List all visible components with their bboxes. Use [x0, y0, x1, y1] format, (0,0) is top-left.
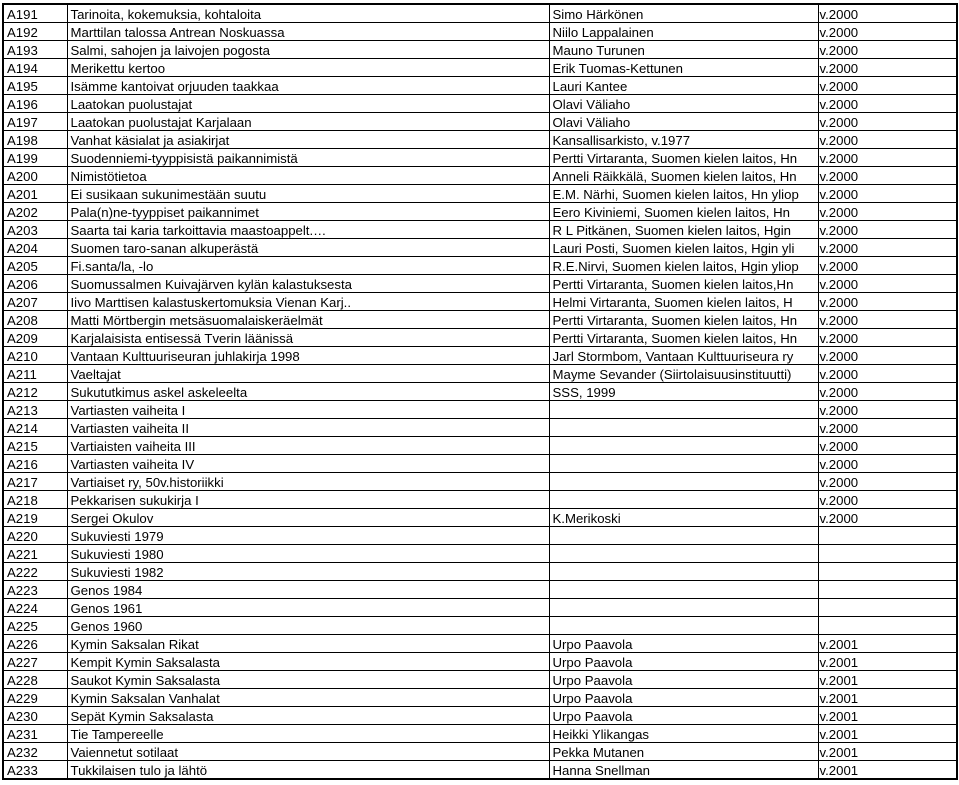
item-author-cell: Pekka Mutanen	[549, 743, 818, 761]
item-title-cell: Pala(n)ne-tyyppiset paikannimet	[67, 203, 549, 221]
item-code-cell: A217	[3, 473, 67, 491]
table-row	[3, 653, 957, 671]
item-year-cell: v.2000	[818, 23, 957, 41]
item-author-cell: R.E.Nirvi, Suomen kielen laitos, Hgin yliop	[549, 257, 818, 275]
item-code-cell: A210	[3, 347, 67, 365]
item-code-cell: A220	[3, 527, 67, 545]
table-row	[3, 761, 957, 780]
item-author-cell: Urpo Paavola	[549, 707, 818, 725]
item-code-cell: A202	[3, 203, 67, 221]
item-year-cell: v.2000	[818, 95, 957, 113]
item-author-cell: Lauri Posti, Suomen kielen laitos, Hgin yli	[549, 239, 818, 257]
item-title-cell: Laatokan puolustajat Karjalaan	[67, 113, 549, 131]
item-code-cell: A215	[3, 437, 67, 455]
item-code-cell: A203	[3, 221, 67, 239]
item-code-cell: A194	[3, 59, 67, 77]
item-code-cell: A221	[3, 545, 67, 563]
item-author-cell	[549, 455, 818, 473]
item-year-cell: v.2001	[818, 707, 957, 725]
item-title-cell: Sepät Kymin Saksalasta	[67, 707, 549, 725]
item-title-cell: Suomen taro-sanan alkuperästä	[67, 239, 549, 257]
item-code-cell: A206	[3, 275, 67, 293]
item-year-cell: v.2000	[818, 293, 957, 311]
item-author-cell	[549, 617, 818, 635]
table-row	[3, 4, 957, 23]
item-code-cell: A193	[3, 41, 67, 59]
item-title-cell: Tarinoita, kokemuksia, kohtaloita	[67, 4, 549, 23]
item-year-cell: v.2000	[818, 77, 957, 95]
item-code-cell: A197	[3, 113, 67, 131]
item-year-cell	[818, 527, 957, 545]
item-author-cell: Niilo Lappalainen	[549, 23, 818, 41]
item-code-cell: A226	[3, 635, 67, 653]
table-row	[3, 473, 957, 491]
item-year-cell: v.2000	[818, 347, 957, 365]
item-author-cell: Helmi Virtaranta, Suomen kielen laitos, H	[549, 293, 818, 311]
item-code-cell: A208	[3, 311, 67, 329]
item-code-cell: A198	[3, 131, 67, 149]
item-year-cell: v.2000	[818, 4, 957, 23]
table-row	[3, 113, 957, 131]
item-title-cell: Vartiaisten vaiheita III	[67, 437, 549, 455]
item-title-cell: Karjalaisista entisessä Tverin läänissä	[67, 329, 549, 347]
item-title-cell: Laatokan puolustajat	[67, 95, 549, 113]
item-author-cell	[549, 401, 818, 419]
item-author-cell: Olavi Väliaho	[549, 95, 818, 113]
item-code-cell: A224	[3, 599, 67, 617]
item-title-cell: Kymin Saksalan Vanhalat	[67, 689, 549, 707]
item-year-cell: v.2000	[818, 275, 957, 293]
item-code-cell: A222	[3, 563, 67, 581]
table-row	[3, 77, 957, 95]
table-row	[3, 347, 957, 365]
item-year-cell: v.2000	[818, 221, 957, 239]
item-title-cell: Sergei Okulov	[67, 509, 549, 527]
table-row	[3, 41, 957, 59]
item-year-cell: v.2000	[818, 437, 957, 455]
item-title-cell: Suomussalmen Kuivajärven kylän kalastuksesta	[67, 275, 549, 293]
item-title-cell: Tukkilaisen tulo ja lähtö	[67, 761, 549, 780]
item-title-cell: Saukot Kymin Saksalasta	[67, 671, 549, 689]
table-row	[3, 527, 957, 545]
table-row	[3, 743, 957, 761]
item-title-cell: Saarta tai karia tarkoittavia maastoappelt.…	[67, 221, 549, 239]
item-author-cell	[549, 581, 818, 599]
item-code-cell: A216	[3, 455, 67, 473]
item-year-cell: v.2001	[818, 743, 957, 761]
item-code-cell: A207	[3, 293, 67, 311]
table-row	[3, 311, 957, 329]
item-title-cell: Genos 1961	[67, 599, 549, 617]
table-row	[3, 707, 957, 725]
table-row	[3, 581, 957, 599]
item-year-cell: v.2000	[818, 365, 957, 383]
table-row	[3, 725, 957, 743]
item-title-cell: Vartiaiset ry, 50v.historiikki	[67, 473, 549, 491]
item-author-cell: Hanna Snellman	[549, 761, 818, 780]
item-year-cell: v.2000	[818, 455, 957, 473]
item-code-cell: A223	[3, 581, 67, 599]
item-author-cell	[549, 491, 818, 509]
table-row	[3, 239, 957, 257]
table-row	[3, 149, 957, 167]
table-row	[3, 383, 957, 401]
item-code-cell: A205	[3, 257, 67, 275]
item-title-cell: Pekkarisen sukukirja I	[67, 491, 549, 509]
item-title-cell: Vaeltajat	[67, 365, 549, 383]
item-title-cell: Kymin Saksalan Rikat	[67, 635, 549, 653]
item-title-cell: Nimistötietoa	[67, 167, 549, 185]
table-row	[3, 167, 957, 185]
item-code-cell: A196	[3, 95, 67, 113]
item-year-cell: v.2000	[818, 167, 957, 185]
item-year-cell: v.2001	[818, 689, 957, 707]
item-title-cell: Sukuviesti 1980	[67, 545, 549, 563]
item-title-cell: Merikettu kertoo	[67, 59, 549, 77]
item-year-cell: v.2000	[818, 149, 957, 167]
item-year-cell: v.2001	[818, 761, 957, 780]
table-row	[3, 275, 957, 293]
item-author-cell: Kansallisarkisto, v.1977	[549, 131, 818, 149]
item-year-cell: v.2000	[818, 311, 957, 329]
item-author-cell: Pertti Virtaranta, Suomen kielen laitos, Hn	[549, 329, 818, 347]
item-author-cell: Pertti Virtaranta, Suomen kielen laitos, Hn	[549, 149, 818, 167]
table-row	[3, 329, 957, 347]
item-year-cell: v.2000	[818, 113, 957, 131]
item-code-cell: A195	[3, 77, 67, 95]
catalog-table-body	[3, 4, 957, 779]
item-year-cell	[818, 617, 957, 635]
item-author-cell: Mauno Turunen	[549, 41, 818, 59]
item-author-cell: Pertti Virtaranta, Suomen kielen laitos,Hn	[549, 275, 818, 293]
item-year-cell: v.2001	[818, 725, 957, 743]
item-author-cell: Simo Härkönen	[549, 4, 818, 23]
table-row	[3, 59, 957, 77]
item-author-cell: Pertti Virtaranta, Suomen kielen laitos, Hn	[549, 311, 818, 329]
item-year-cell: v.2000	[818, 41, 957, 59]
item-title-cell: Vartiasten vaiheita II	[67, 419, 549, 437]
item-title-cell: Vartiasten vaiheita IV	[67, 455, 549, 473]
item-author-cell: Urpo Paavola	[549, 689, 818, 707]
item-code-cell: A228	[3, 671, 67, 689]
item-author-cell: K.Merikoski	[549, 509, 818, 527]
table-row	[3, 509, 957, 527]
item-author-cell	[549, 527, 818, 545]
catalog-table	[2, 3, 958, 780]
table-row	[3, 23, 957, 41]
item-title-cell: Ei susikaan sukunimestään suutu	[67, 185, 549, 203]
item-author-cell: Jarl Stormbom, Vantaan Kulttuuriseura ry	[549, 347, 818, 365]
item-author-cell: Urpo Paavola	[549, 653, 818, 671]
item-title-cell: Sukututkimus askel askeleelta	[67, 383, 549, 401]
item-title-cell: Suodenniemi-tyyppisistä paikannimistä	[67, 149, 549, 167]
item-code-cell: A209	[3, 329, 67, 347]
item-code-cell: A192	[3, 23, 67, 41]
table-row	[3, 545, 957, 563]
item-code-cell: A227	[3, 653, 67, 671]
item-code-cell: A218	[3, 491, 67, 509]
table-row	[3, 131, 957, 149]
table-row	[3, 437, 957, 455]
item-code-cell: A229	[3, 689, 67, 707]
item-author-cell: Eero Kiviniemi, Suomen kielen laitos, Hn	[549, 203, 818, 221]
item-code-cell: A214	[3, 419, 67, 437]
item-code-cell: A211	[3, 365, 67, 383]
item-title-cell: Vartiasten vaiheita I	[67, 401, 549, 419]
item-title-cell: Tie Tampereelle	[67, 725, 549, 743]
item-year-cell: v.2001	[818, 671, 957, 689]
table-row	[3, 563, 957, 581]
item-year-cell: v.2000	[818, 329, 957, 347]
item-code-cell: A219	[3, 509, 67, 527]
item-code-cell: A233	[3, 761, 67, 780]
item-year-cell: v.2001	[818, 653, 957, 671]
item-year-cell: v.2000	[818, 257, 957, 275]
item-author-cell: Urpo Paavola	[549, 671, 818, 689]
item-year-cell: v.2000	[818, 509, 957, 527]
table-row	[3, 257, 957, 275]
item-code-cell: A204	[3, 239, 67, 257]
item-year-cell: v.2000	[818, 473, 957, 491]
item-title-cell: Kempit Kymin Saksalasta	[67, 653, 549, 671]
table-row	[3, 401, 957, 419]
item-year-cell	[818, 581, 957, 599]
item-code-cell: A201	[3, 185, 67, 203]
item-year-cell: v.2000	[818, 131, 957, 149]
item-title-cell: Sukuviesti 1982	[67, 563, 549, 581]
table-row	[3, 455, 957, 473]
item-year-cell: v.2000	[818, 239, 957, 257]
item-title-cell: Sukuviesti 1979	[67, 527, 549, 545]
table-row	[3, 671, 957, 689]
table-row	[3, 419, 957, 437]
item-year-cell: v.2000	[818, 383, 957, 401]
item-author-cell: Urpo Paavola	[549, 635, 818, 653]
item-code-cell: A225	[3, 617, 67, 635]
item-code-cell: A231	[3, 725, 67, 743]
item-year-cell: v.2000	[818, 59, 957, 77]
table-row	[3, 635, 957, 653]
item-year-cell: v.2000	[818, 401, 957, 419]
item-title-cell: Isämme kantoivat orjuuden taakkaa	[67, 77, 549, 95]
item-title-cell: Vaiennetut sotilaat	[67, 743, 549, 761]
item-title-cell: Marttilan talossa Antrean Noskuassa	[67, 23, 549, 41]
table-row	[3, 221, 957, 239]
item-title-cell: Salmi, sahojen ja laivojen pogosta	[67, 41, 549, 59]
item-author-cell	[549, 545, 818, 563]
table-row	[3, 95, 957, 113]
item-title-cell: Matti Mörtbergin metsäsuomalaiskeräelmät	[67, 311, 549, 329]
item-title-cell: Genos 1984	[67, 581, 549, 599]
item-year-cell: v.2001	[818, 635, 957, 653]
item-author-cell	[549, 473, 818, 491]
item-author-cell	[549, 599, 818, 617]
item-author-cell	[549, 437, 818, 455]
item-year-cell	[818, 545, 957, 563]
item-author-cell: Heikki Ylikangas	[549, 725, 818, 743]
item-code-cell: A199	[3, 149, 67, 167]
item-title-cell: Vanhat käsialat ja asiakirjat	[67, 131, 549, 149]
item-author-cell: R L Pitkänen, Suomen kielen laitos, Hgin	[549, 221, 818, 239]
table-row	[3, 599, 957, 617]
table-row	[3, 185, 957, 203]
item-year-cell	[818, 599, 957, 617]
item-author-cell: Lauri Kantee	[549, 77, 818, 95]
item-code-cell: A200	[3, 167, 67, 185]
table-row	[3, 293, 957, 311]
item-code-cell: A232	[3, 743, 67, 761]
item-author-cell: SSS, 1999	[549, 383, 818, 401]
item-year-cell: v.2000	[818, 185, 957, 203]
item-year-cell	[818, 563, 957, 581]
item-author-cell: Erik Tuomas-Kettunen	[549, 59, 818, 77]
item-title-cell: Fi.santa/la, -lo	[67, 257, 549, 275]
table-row	[3, 365, 957, 383]
item-title-cell: Vantaan Kulttuuriseuran juhlakirja 1998	[67, 347, 549, 365]
table-row	[3, 203, 957, 221]
item-year-cell: v.2000	[818, 419, 957, 437]
table-row	[3, 689, 957, 707]
item-author-cell: E.M. Närhi, Suomen kielen laitos, Hn yliop	[549, 185, 818, 203]
item-code-cell: A212	[3, 383, 67, 401]
item-year-cell: v.2000	[818, 491, 957, 509]
item-author-cell	[549, 419, 818, 437]
item-title-cell: Iivo Marttisen kalastuskertomuksia Vienan Karj..	[67, 293, 549, 311]
table-row	[3, 617, 957, 635]
item-code-cell: A230	[3, 707, 67, 725]
item-year-cell: v.2000	[818, 203, 957, 221]
item-author-cell: Olavi Väliaho	[549, 113, 818, 131]
item-author-cell: Mayme Sevander (Siirtolaisuusinstituutti)	[549, 365, 818, 383]
item-author-cell	[549, 563, 818, 581]
table-row	[3, 491, 957, 509]
item-title-cell: Genos 1960	[67, 617, 549, 635]
item-author-cell: Anneli Räikkälä, Suomen kielen laitos, Hn	[549, 167, 818, 185]
item-code-cell: A191	[3, 4, 67, 23]
item-code-cell: A213	[3, 401, 67, 419]
